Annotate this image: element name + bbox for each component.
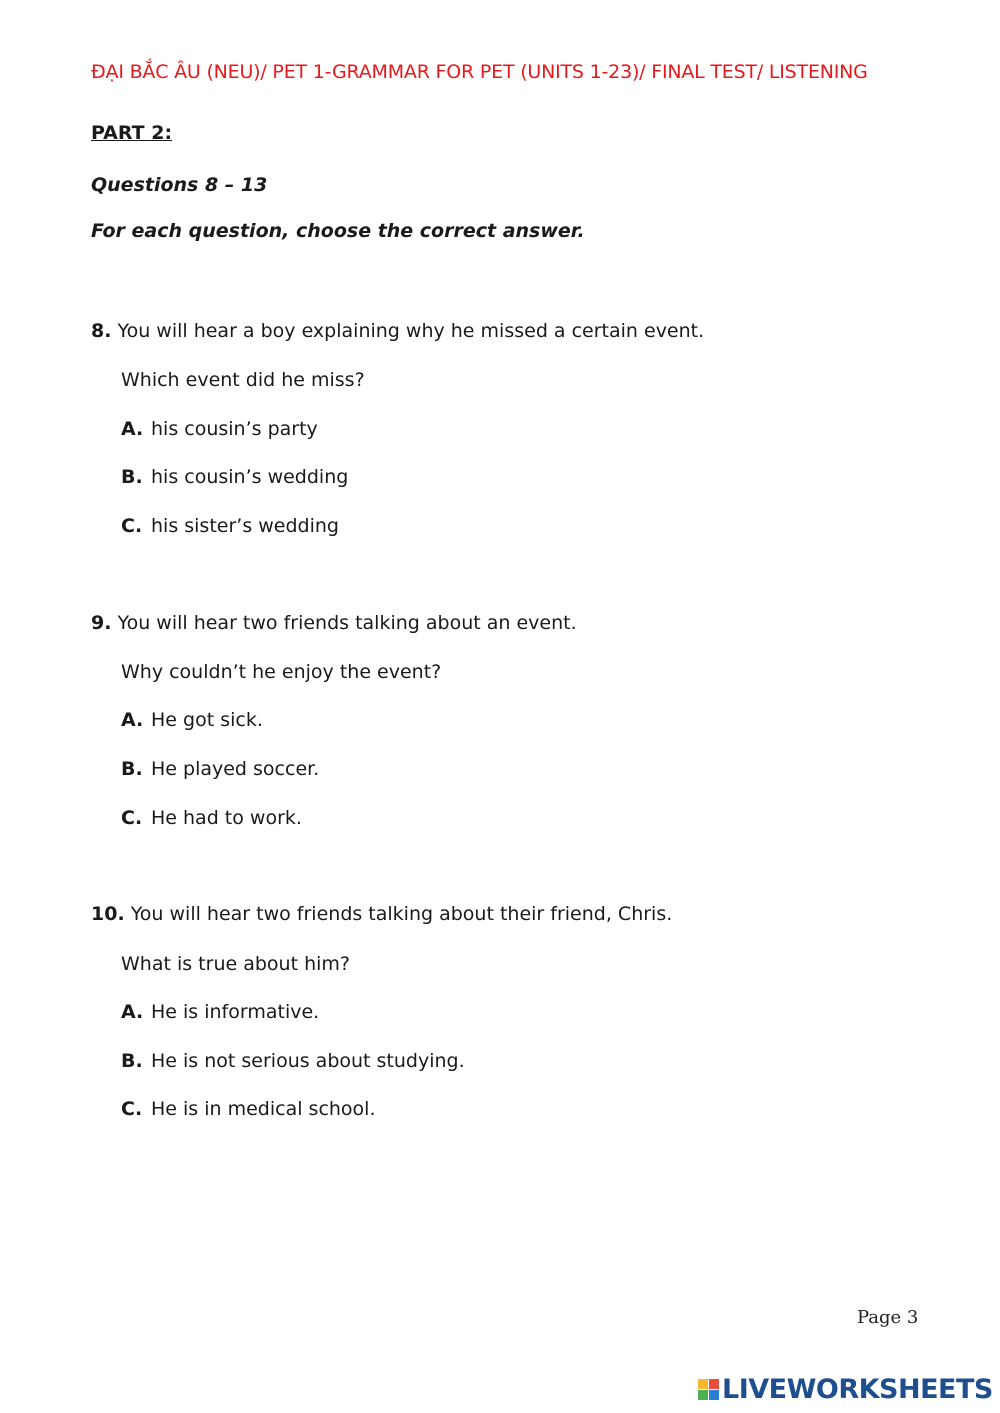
option-letter: A. xyxy=(121,418,144,440)
option-letter: B. xyxy=(121,1050,143,1072)
option-text: He got sick. xyxy=(151,709,263,731)
option-letter: C. xyxy=(121,807,143,829)
option-text: his cousin’s wedding xyxy=(151,466,349,488)
question-number: 9. xyxy=(91,612,112,634)
option-text: He had to work. xyxy=(151,807,302,829)
part-title: PART 2: xyxy=(91,122,173,144)
question-8-prompt xyxy=(91,320,704,342)
question-prompt-text: You will hear two friends talking about an event. xyxy=(117,612,577,634)
option-text: his sister’s wedding xyxy=(151,515,339,537)
option-letter: B. xyxy=(121,758,143,780)
option-letter: A. xyxy=(121,1001,144,1023)
question-10-option-c[interactable] xyxy=(121,1098,376,1120)
question-8-option-b[interactable] xyxy=(121,466,348,488)
question-9-prompt xyxy=(91,612,577,634)
option-letter: B. xyxy=(121,466,143,488)
page-number: Page 3 xyxy=(857,1307,919,1328)
liveworksheets-logo[interactable] xyxy=(698,1374,993,1405)
instruction: For each question, choose the correct answer. xyxy=(91,220,585,242)
question-9-option-a[interactable] xyxy=(121,709,263,731)
question-8-option-a[interactable] xyxy=(121,418,318,440)
question-number: 8. xyxy=(91,320,112,342)
logo-text: LIVEWORKSHEETS xyxy=(722,1374,993,1405)
option-letter: A. xyxy=(121,709,144,731)
option-letter: C. xyxy=(121,1098,143,1120)
question-9-option-c[interactable] xyxy=(121,807,302,829)
logo-grid-icon xyxy=(698,1379,720,1401)
question-10-prompt xyxy=(91,903,672,925)
option-text: He is informative. xyxy=(151,1001,320,1023)
questions-range: Questions 8 – 13 xyxy=(91,174,268,196)
question-number: 10. xyxy=(91,903,125,925)
question-9-option-b[interactable] xyxy=(121,758,319,780)
question-8-option-c[interactable] xyxy=(121,515,339,537)
question-10-question: What is true about him? xyxy=(121,953,350,975)
document-header: ĐẠI BẮC ÂU (NEU)/ PET 1-GRAMMAR FOR PET (UNITS 1-23)/ FINAL TEST/ LISTENING xyxy=(91,61,868,83)
question-9-question: Why couldn’t he enjoy the event? xyxy=(121,661,442,683)
option-text: He played soccer. xyxy=(151,758,320,780)
question-prompt-text: You will hear two friends talking about their friend, Chris. xyxy=(130,903,673,925)
option-letter: C. xyxy=(121,515,143,537)
question-8-question: Which event did he miss? xyxy=(121,369,365,391)
option-text: He is not serious about studying. xyxy=(151,1050,465,1072)
question-10-option-b[interactable] xyxy=(121,1050,465,1072)
option-text: his cousin’s party xyxy=(151,418,318,440)
option-text: He is in medical school. xyxy=(151,1098,376,1120)
question-prompt-text: You will hear a boy explaining why he missed a certain event. xyxy=(117,320,705,342)
question-10-option-a[interactable] xyxy=(121,1001,319,1023)
